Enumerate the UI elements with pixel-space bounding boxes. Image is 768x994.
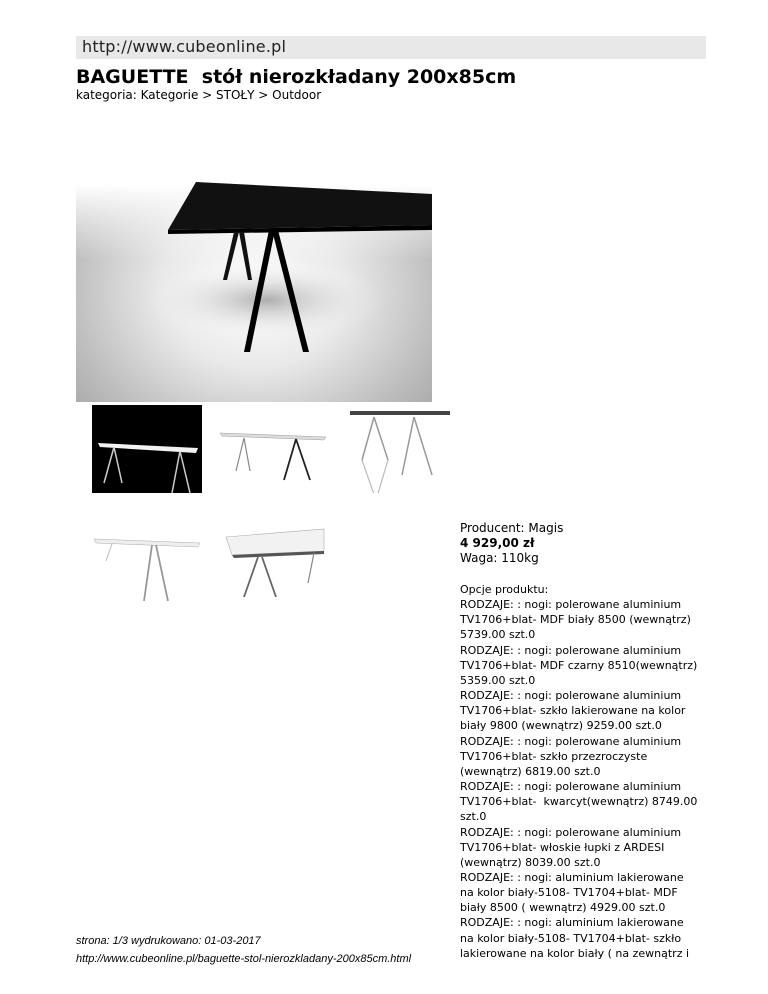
option-line: RODZAJE: : nogi: polerowane aluminium: [460, 825, 682, 839]
url-header-bar: [76, 36, 706, 59]
thumbnail-3[interactable]: [344, 405, 454, 493]
thumbnail-2[interactable]: [218, 405, 328, 493]
product-main-image[interactable]: [76, 110, 432, 402]
option-line: RODZAJE: : nogi: polerowane aluminium: [460, 598, 682, 612]
option-line: TV1706+blat- szkło przezroczyste: [460, 749, 648, 763]
option-line: biały 9800 (wewnątrz) 9259.00 szt.0: [460, 719, 662, 733]
option-line: szt.0: [460, 810, 487, 824]
option-line: TV1706+blat- szkło lakierowane na kolor: [460, 704, 686, 718]
option-line: na kolor biały-5108- TV1704+blat- szkło: [460, 931, 682, 945]
product-options: [460, 582, 730, 961]
option-line: RODZAJE: : nogi: polerowane aluminium: [460, 734, 682, 748]
option-line: RODZAJE: : nogi: aluminium lakierowane: [460, 916, 684, 930]
product-info: [460, 521, 730, 566]
option-line: RODZAJE: : nogi: aluminium lakierowane: [460, 870, 684, 884]
option-line: RODZAJE: : nogi: polerowane aluminium: [460, 643, 682, 657]
option-line: RODZAJE: : nogi: polerowane aluminium: [460, 689, 682, 703]
url-header-text: http://www.cubeonline.pl: [82, 37, 287, 56]
option-line: lakierowane na kolor biały ( na zewnątrz i: [460, 946, 690, 960]
option-line: TV1706+blat- włoskie łupki z ARDESI: [460, 840, 665, 854]
producer-label: Producent: Magis: [460, 521, 564, 535]
thumbnail-4[interactable]: [92, 517, 202, 605]
footer-page-url[interactable]: http://www.cubeonline.pl/baguette-stol-nierozkladany-200x85cm.html: [76, 953, 412, 965]
breadcrumb: kategoria: Kategorie > STOŁY > Outdoor: [76, 88, 322, 102]
product-title: BAGUETTE stół nierozkładany 200x85cm: [76, 66, 517, 88]
thumbnail-1[interactable]: [92, 405, 202, 493]
weight-label: Waga: 110kg: [460, 551, 539, 565]
option-line: 5739.00 szt.0: [460, 628, 536, 642]
price-label: 4 929,00 zł: [460, 536, 535, 550]
option-line: (wewnątrz) 8039.00 szt.0: [460, 855, 601, 869]
option-line: 5359.00 szt.0: [460, 673, 536, 687]
option-line: (wewnątrz) 6819.00 szt.0: [460, 764, 601, 778]
thumbnail-5[interactable]: [218, 517, 328, 605]
option-line: TV1706+blat- MDF czarny 8510(wewnątrz): [460, 658, 698, 672]
option-line: biały 8500 ( wewnątrz) 4929.00 szt.0: [460, 901, 666, 915]
option-line: RODZAJE: : nogi: polerowane aluminium: [460, 780, 682, 794]
options-heading: Opcje produktu:: [460, 583, 549, 596]
option-line: na kolor biały-5108- TV1704+blat- MDF: [460, 886, 678, 900]
option-line: TV1706+blat- kwarcyt(wewnątrz) 8749.00: [460, 795, 698, 809]
option-line: TV1706+blat- MDF biały 8500 (wewnątrz): [460, 613, 691, 627]
footer-page-info: strona: 1/3 wydrukowano: 01-03-2017: [76, 935, 261, 947]
